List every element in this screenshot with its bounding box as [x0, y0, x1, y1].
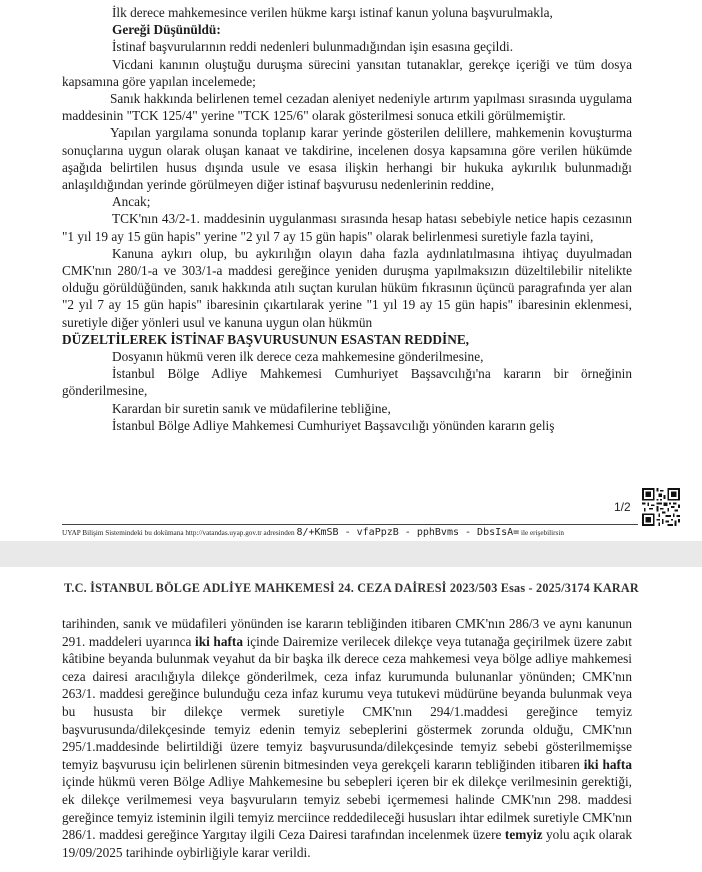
verdict-heading: DÜZELTİLEREK İSTİNAF BAŞVURUSUNUN ESASTAN REDDİNE,	[62, 331, 470, 347]
verification-code: 8/+KmSB - vfaPpzB - pphBvms - DbsIsA=	[296, 527, 520, 538]
paragraph	[62, 615, 632, 861]
text-segment: tarihinden, sanık ve müdafileri yönünden ise kararın tebliğinden itibaren CMK'nın 286/3 ve aynı kanunun 291. maddeleri uyarınca	[62, 616, 632, 649]
page-number: 1/2	[614, 500, 631, 514]
paragraph: Vicdani kanının oluştuğu duruşma sürecini yansıtan tutanaklar, gerekçe içeriği ve tüm dosya kapsamına göre yapılan incelemede;	[62, 56, 632, 89]
page1-body	[62, 4, 632, 434]
section-heading: Gereği Düşünüldü:	[112, 22, 221, 38]
paragraph: Sanık hakkında belirlenen temel cezadan aleniyet nedeniyle artırım yapılması sırasında uygulama maddesinin "TCK 125/4" yerine "TCK 125/6" olarak gösterilmesi sonuca etkili görülmemiştir.	[62, 91, 632, 124]
emphasis: temyiz	[504, 827, 543, 843]
paragraph: İstanbul Bölge Adliye Mahkemesi Cumhuriyet Başsavcılığı'na kararın bir örneğinin gönderilmesine,	[62, 366, 632, 399]
paragraph: İlk derece mahkemesince verilen hükme karşı istinaf kanun yoluna başvurulmakla,	[112, 5, 553, 20]
footer-suffix: ile erişebilirsin	[521, 529, 564, 537]
paragraph: Kanuna aykırı olup, bu aykırılığın olayın daha fazla aydınlatılmasına ihtiyaç duyulmadan CMK'nın 280/1-a ve 303/1-a maddesi gereğince yeniden duruşma yapılmaksızın düzeltilebilir nitelikte olduğu görüldüğünden, sanık hakkında atılı suçtan kurulan hüküm fıkrasının üçüncü paragrafında yer alan "2 yıl 7 ay 15 gün hapis" ibaresinin çıkartılarak yerine "1 yıl 19 ay 15 gün hapis" ibaresinin eklenmesi, suretiyle diğer yönleri usul ve kanuna uygun olan hükmün	[62, 245, 632, 330]
paragraph: Yapılan yargılama sonunda toplanıp karar yerinde gösterilen delillere, mahkemenin kovuşturma sonuçlarına uygun olarak oluşan kanaat ve takdirine, incelenen dosya kapsamına göre verilen hükümde aşağıda belirtilen husus dışında usule ve esasa ilişkin herhangi bir hukuka aykırılık bulunmadığı anlaşıldığından yerinde görülmeyen diğer istinaf başvurusu nedenlerinin reddine,	[62, 125, 632, 193]
text-segment: yolu açık olarak 19/09/2025 tarihinde oybirliğiyle karar verildi.	[62, 827, 632, 860]
page2-body	[62, 615, 632, 861]
emphasis: iki hafta	[195, 633, 243, 649]
paragraph: Ancak;	[112, 194, 151, 210]
text-segment: içinde Dairemize verilecek dilekçe veya tutanağa geçirilmek üzere zabıt kâtibine beyanda bulunmak veyahut da bir başka ilk derece ceza mahkemesi veya bölge adliye mahkemesi ceza dairesi aracılığıyla dilekçe gönderilmek, ceza infaz kurumunda bulunanlar yönünden; CMK'nın 263/1. maddesi gereğince bulunduğu ceza infaz kurumu veya tutukevi müdürüne beyanda bulunmak veya bu hususta bir dilekçe vermek suretiyle CMK'nın 294/1.maddesi gereğince temyiz başvurusunda/dilekçesinde temyiz edenin temyiz sebeplerini göstermek zorunda olduğu, CMK'nın 295/1.maddesinde belirtildiği üzere temyiz başvurusunda/dilekçesinde temyiz sebebi gösterilmemişse temyiz başvurusu için belirlenen sürenin bitmesinden veya gerekçeli kararın tebliğinden itibaren	[62, 633, 632, 772]
text-segment: içinde hükmü veren Bölge Adliye Mahkemesine bu sebepleri içeren bir ek dilekçe verilmesinin gerektiği, ek dilekçe verilmemesi veya başvuruların temyiz sebebi içermemesi halinde CMK'nın 298. maddesi gereğince temyiz isteminin ilgili temyiz merciince reddedileceği hususları ihtar edilmek suretiyle CMK'nın 286/1. maddesi gereğince Yargıtay ilgili Ceza Dairesi tarafından incelenmek üzere	[62, 774, 632, 843]
qr-code-icon	[642, 488, 680, 526]
document-page-2	[0, 567, 702, 872]
page-gap	[0, 541, 702, 567]
uyap-footer	[62, 527, 662, 538]
emphasis: iki hafta	[583, 756, 632, 772]
footer-divider	[62, 524, 638, 525]
footer-prefix: UYAP Bilişim Sistemindeki bu dokümana http://vatandas.uyap.gov.tr adresinden	[62, 529, 295, 537]
paragraph: İstanbul Bölge Adliye Mahkemesi Cumhuriyet Başsavcılığı yönünden kararın geliş	[112, 417, 555, 433]
paragraph: İstinaf başvurularının reddi nedenleri bulunmadığından işin esasına geçildi.	[112, 39, 514, 55]
paragraph: TCK'nın 43/2-1. maddesinin uygulanması sırasında hesap hatası sebebiyle netice hapis cezasının "1 yıl 19 ay 15 gün hapis" yerine "2 yıl 7 ay 15 gün hapis" olarak belirlenmesi suretiyle fazla tayini,	[62, 211, 632, 244]
paragraph: Karardan bir suretin sanık ve müdafilerine tebliğine,	[112, 400, 391, 416]
page-header: T.C. İSTANBUL BÖLGE ADLİYE MAHKEMESİ 24. CEZA DAİRESİ 2023/503 Esas - 2025/3174 KARAR	[64, 581, 639, 595]
paragraph: Dosyanın hükmü veren ilk derece ceza mahkemesine gönderilmesine,	[112, 349, 484, 365]
